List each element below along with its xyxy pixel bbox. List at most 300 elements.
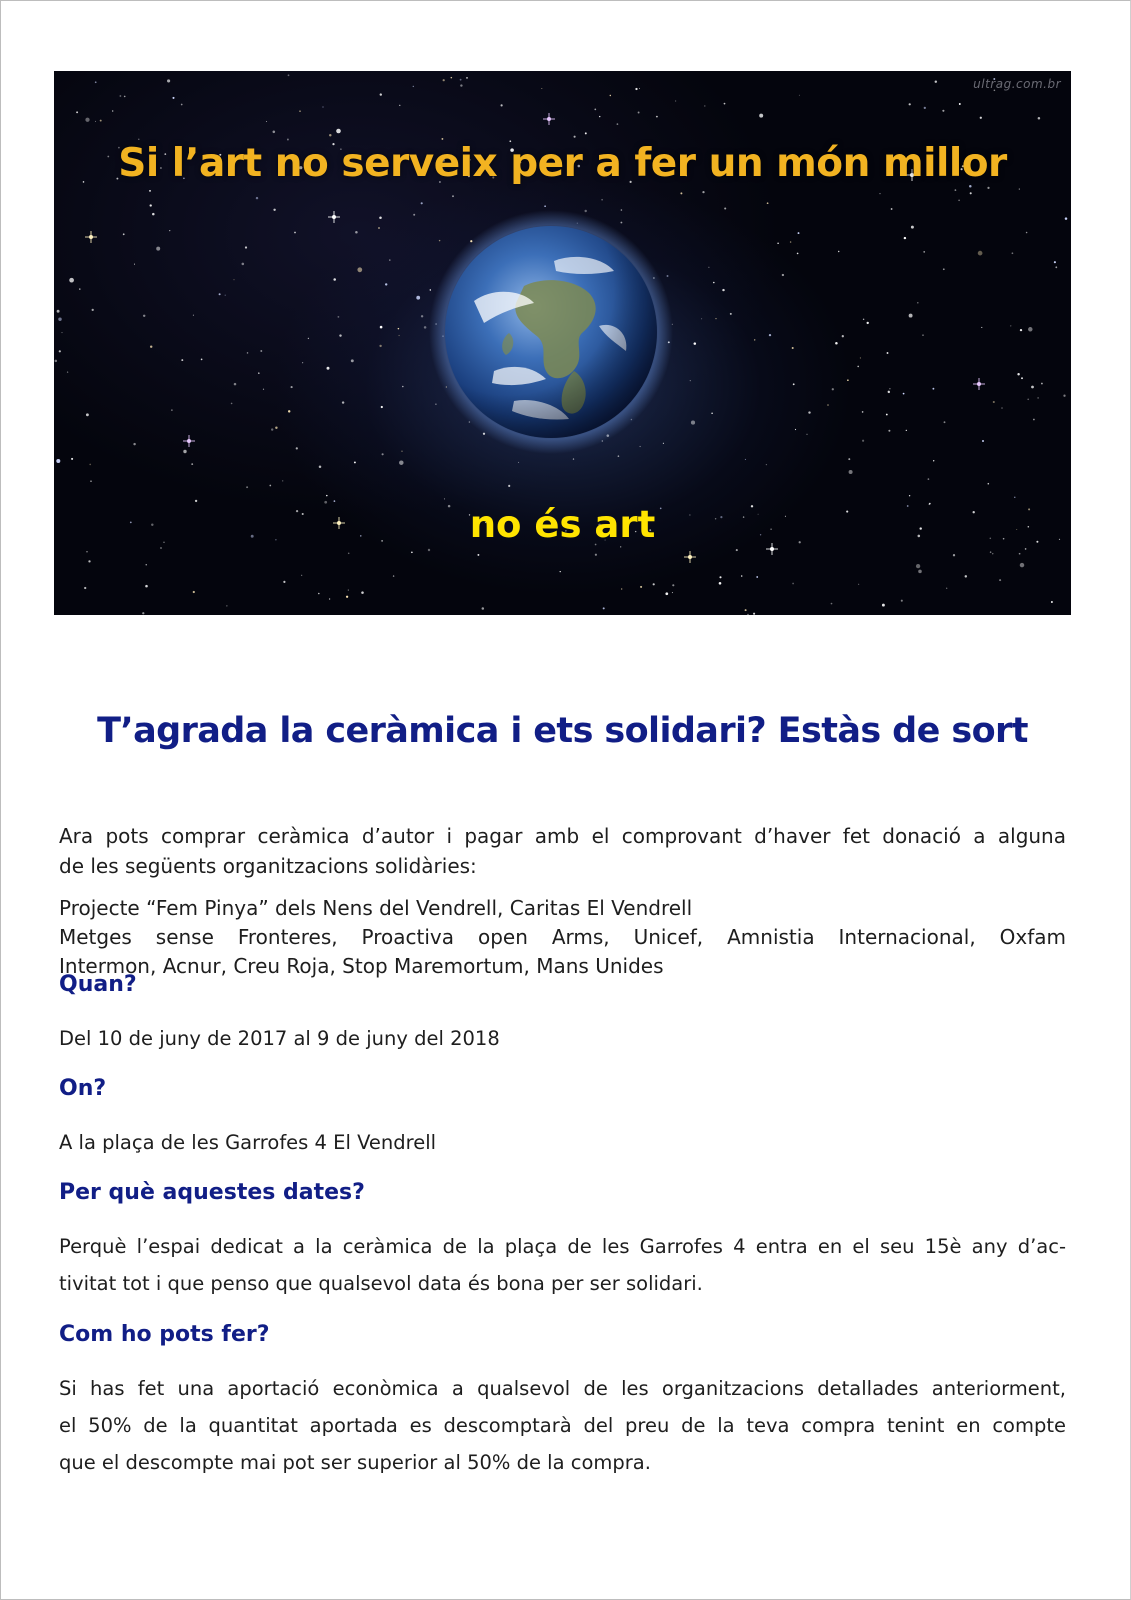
star xyxy=(1012,252,1014,254)
star xyxy=(708,267,709,268)
star xyxy=(620,222,622,224)
star xyxy=(1027,398,1029,400)
star xyxy=(711,413,713,415)
star xyxy=(351,359,354,362)
star xyxy=(263,389,264,390)
star xyxy=(348,590,349,591)
sparkle-star-core xyxy=(688,555,692,559)
star xyxy=(1020,563,1024,567)
star xyxy=(318,593,320,595)
star xyxy=(1051,601,1053,603)
star xyxy=(354,461,356,463)
star xyxy=(283,581,285,583)
star xyxy=(195,500,197,502)
star xyxy=(326,495,327,496)
star xyxy=(84,587,86,589)
star xyxy=(909,495,910,496)
star xyxy=(638,112,640,114)
star xyxy=(747,614,749,615)
star xyxy=(909,103,911,105)
how-heading: Com ho pots fer? xyxy=(59,1322,270,1347)
star xyxy=(867,322,869,324)
star xyxy=(86,551,87,552)
star xyxy=(753,613,755,615)
star xyxy=(965,575,967,577)
sparkle-star-core xyxy=(89,235,93,239)
star xyxy=(891,208,893,210)
star xyxy=(715,318,716,319)
star xyxy=(953,554,955,556)
star xyxy=(955,189,957,191)
star xyxy=(89,464,91,466)
star xyxy=(621,588,622,589)
star xyxy=(133,443,135,445)
star xyxy=(599,116,600,117)
why-body xyxy=(59,1228,1066,1302)
star xyxy=(219,293,221,295)
star xyxy=(273,131,276,134)
star xyxy=(719,582,722,585)
star xyxy=(857,366,859,368)
star xyxy=(935,80,937,82)
star xyxy=(745,609,747,611)
star xyxy=(675,101,676,102)
star xyxy=(88,560,90,562)
star xyxy=(1031,386,1034,389)
star xyxy=(1038,117,1041,120)
star xyxy=(57,310,60,313)
star xyxy=(574,136,576,138)
why-heading: Per què aquestes dates? xyxy=(59,1180,365,1205)
star xyxy=(380,326,383,329)
star xyxy=(145,585,148,588)
star xyxy=(1017,373,1019,375)
star xyxy=(378,227,380,229)
star xyxy=(336,129,341,134)
star xyxy=(398,328,400,330)
star xyxy=(357,267,362,272)
star xyxy=(76,111,78,113)
star xyxy=(302,362,303,363)
star xyxy=(123,233,125,235)
star xyxy=(999,579,1001,581)
star xyxy=(379,216,382,219)
star xyxy=(573,458,574,459)
star xyxy=(150,204,152,206)
star xyxy=(466,77,468,79)
star xyxy=(193,315,194,316)
star xyxy=(797,253,799,255)
star xyxy=(439,240,440,241)
star xyxy=(759,114,763,118)
star xyxy=(444,498,445,499)
star xyxy=(385,283,387,285)
star xyxy=(863,319,864,320)
star xyxy=(741,575,743,577)
star xyxy=(86,413,89,416)
star xyxy=(832,388,834,390)
star xyxy=(246,486,248,488)
star xyxy=(1037,397,1039,399)
star xyxy=(640,446,641,447)
star xyxy=(138,139,139,140)
star xyxy=(601,199,603,201)
star xyxy=(603,607,605,609)
star xyxy=(61,332,62,333)
star xyxy=(271,428,273,430)
star xyxy=(381,406,383,408)
star xyxy=(903,393,905,395)
star xyxy=(273,209,275,211)
star xyxy=(288,74,290,76)
organizations-line-1: Projecte “Fem Pinya” dels Nens del Vendrell, Caritas El Vendrell xyxy=(59,896,693,920)
star xyxy=(584,210,586,212)
sparkle-star-core xyxy=(547,117,551,121)
star xyxy=(585,132,587,134)
star xyxy=(247,352,249,354)
star xyxy=(793,383,795,385)
star xyxy=(160,547,162,549)
star xyxy=(1026,232,1028,234)
star xyxy=(835,342,838,345)
star xyxy=(667,275,669,277)
star xyxy=(146,564,147,565)
star xyxy=(435,403,437,405)
why-body-line-1: Perquè l’espai dedicat a la ceràmica de la plaça de les Garrofes 4 entra en el seu 15è any d’ac- xyxy=(59,1235,1066,1258)
star xyxy=(441,138,443,140)
star xyxy=(169,230,170,231)
star xyxy=(943,268,945,270)
star xyxy=(992,553,993,554)
star xyxy=(379,345,381,347)
star xyxy=(889,388,890,389)
star xyxy=(319,465,322,468)
star xyxy=(181,104,183,106)
how-body-line-1: Si has fet una aportació econòmica a qualsevol de les organitzacions detallades anteriorment, xyxy=(59,1377,1066,1400)
star xyxy=(690,380,691,381)
star xyxy=(754,339,755,340)
star xyxy=(672,592,673,593)
headline: T’agrada la ceràmica i ets solidari? Estàs de sort xyxy=(97,711,1028,751)
star xyxy=(882,604,885,607)
star xyxy=(301,575,302,576)
organizations-line-2: Metges sense Fronteres, Proactiva open Arms, Unicef, Amnistia Internacional, Oxfam xyxy=(59,925,1066,949)
star xyxy=(1054,261,1056,263)
star xyxy=(879,193,880,194)
star xyxy=(55,360,58,363)
star xyxy=(691,421,695,425)
where-body xyxy=(59,1124,1066,1161)
star xyxy=(719,576,721,578)
star xyxy=(112,110,113,111)
star xyxy=(167,79,170,82)
star xyxy=(226,605,227,606)
star xyxy=(842,335,844,337)
star xyxy=(799,95,800,96)
star xyxy=(544,205,546,207)
star xyxy=(795,429,796,430)
star xyxy=(959,103,961,105)
star xyxy=(831,603,833,605)
star xyxy=(482,607,485,610)
how-body-line-2: el 50% de la quantitat aportada es descomptarà del preu de la teva compra tenint en compte xyxy=(59,1414,1066,1437)
star xyxy=(416,296,420,300)
intro-paragraph xyxy=(59,821,1066,881)
star xyxy=(1014,497,1015,498)
star xyxy=(942,110,944,112)
star xyxy=(134,264,135,265)
star xyxy=(847,379,849,381)
star xyxy=(1019,189,1020,190)
star xyxy=(430,289,431,290)
star xyxy=(95,121,96,122)
sparkle-star-core xyxy=(187,439,191,443)
star xyxy=(724,207,726,209)
star xyxy=(201,359,203,361)
star xyxy=(862,440,864,442)
star xyxy=(904,237,906,239)
star xyxy=(393,575,394,576)
star xyxy=(988,483,990,485)
star xyxy=(299,110,301,112)
star xyxy=(653,583,655,585)
star xyxy=(656,116,658,118)
star xyxy=(296,447,298,449)
star xyxy=(767,202,769,204)
star xyxy=(560,571,561,572)
star xyxy=(946,588,947,589)
star xyxy=(401,451,402,452)
star xyxy=(339,334,341,336)
star xyxy=(987,187,989,189)
star xyxy=(701,318,702,319)
star xyxy=(970,192,972,194)
banner-watermark: ultrag.com.br xyxy=(973,77,1061,91)
star xyxy=(928,478,930,480)
star xyxy=(233,279,234,280)
star xyxy=(848,458,850,460)
sparkle-star-core xyxy=(770,547,774,551)
star xyxy=(888,391,890,393)
star xyxy=(451,77,453,79)
how-body-line-3: que el descompte mai pot ser superior al 50% de la compra. xyxy=(59,1451,651,1474)
star xyxy=(680,192,682,194)
star xyxy=(382,453,384,455)
when-body xyxy=(59,1020,1066,1057)
star xyxy=(766,464,767,465)
star xyxy=(242,263,245,266)
banner-title: Si l’art no serveix per a fer un món millor xyxy=(118,141,1007,186)
star xyxy=(413,214,415,216)
star xyxy=(256,197,258,199)
star xyxy=(508,485,510,487)
star xyxy=(156,247,160,251)
star xyxy=(1019,553,1021,555)
star xyxy=(181,359,183,361)
star xyxy=(736,549,738,551)
star xyxy=(269,485,271,487)
star xyxy=(702,191,704,193)
star xyxy=(978,251,983,256)
star xyxy=(149,190,151,192)
star xyxy=(730,313,732,315)
star xyxy=(756,576,758,578)
star xyxy=(452,195,454,197)
star xyxy=(348,553,350,555)
star xyxy=(639,88,640,89)
star xyxy=(594,109,596,111)
star xyxy=(389,259,390,260)
star xyxy=(294,232,296,234)
star xyxy=(124,96,126,98)
organizations-list xyxy=(59,894,1066,981)
star xyxy=(171,409,172,410)
star xyxy=(1021,377,1023,379)
star xyxy=(518,462,519,463)
star xyxy=(342,401,344,403)
star xyxy=(694,342,697,345)
star xyxy=(1033,419,1035,421)
star xyxy=(143,315,145,317)
star xyxy=(150,345,152,347)
star xyxy=(71,458,73,460)
star xyxy=(993,401,995,403)
how-body xyxy=(59,1370,1066,1481)
star xyxy=(329,134,331,136)
star xyxy=(923,251,925,253)
star xyxy=(916,564,920,568)
star xyxy=(361,591,364,594)
star xyxy=(860,357,861,358)
star xyxy=(275,427,277,429)
star xyxy=(56,459,60,463)
star xyxy=(1055,266,1057,268)
star xyxy=(402,386,404,388)
star xyxy=(932,388,934,390)
star xyxy=(191,463,193,465)
organizations-line-3: Intermon, Acnur, Creu Roja, Stop Maremortum, Mans Unides xyxy=(59,954,664,978)
star xyxy=(501,104,503,106)
star xyxy=(477,554,479,556)
sparkle-star-core xyxy=(332,215,336,219)
when-body-text: Del 10 de juny de 2017 al 9 de juny del 2018 xyxy=(59,1027,500,1050)
star xyxy=(990,551,992,553)
star xyxy=(231,403,233,405)
star xyxy=(322,106,323,107)
star xyxy=(798,232,800,234)
star xyxy=(1041,383,1043,385)
intro-line-1: Ara pots comprar ceràmica d’autor i pagar amb el comprovant d’haver fet donació a alguna xyxy=(59,824,1066,848)
sparkle-star-core xyxy=(977,382,981,386)
star xyxy=(172,97,174,99)
star xyxy=(225,295,226,296)
where-heading: On? xyxy=(59,1076,107,1101)
star xyxy=(413,86,414,87)
star xyxy=(982,440,984,442)
star xyxy=(917,302,919,304)
star xyxy=(901,600,903,602)
space-earth-banner xyxy=(54,71,1071,615)
star xyxy=(333,278,336,281)
star xyxy=(346,596,348,598)
star xyxy=(792,583,794,585)
star xyxy=(327,367,330,370)
star xyxy=(337,316,339,318)
star xyxy=(909,314,913,318)
star xyxy=(1001,407,1003,409)
star xyxy=(79,288,80,289)
star xyxy=(806,434,807,435)
star xyxy=(100,120,102,122)
star xyxy=(790,241,792,243)
star xyxy=(92,309,94,311)
star xyxy=(745,459,746,460)
star xyxy=(665,592,668,595)
star xyxy=(85,118,89,122)
star xyxy=(119,95,121,97)
star xyxy=(621,209,623,211)
star xyxy=(849,470,853,474)
star xyxy=(355,231,358,234)
star xyxy=(258,372,260,374)
star xyxy=(610,95,611,96)
star xyxy=(411,552,413,554)
intro-line-2: de les següents organitzacions solidàries: xyxy=(59,854,477,878)
star xyxy=(838,251,839,252)
star xyxy=(266,121,267,122)
star xyxy=(981,327,982,328)
star xyxy=(1065,217,1068,220)
star xyxy=(245,246,247,248)
star xyxy=(858,584,859,585)
star xyxy=(617,123,619,125)
star xyxy=(958,199,960,201)
star xyxy=(193,591,195,593)
star xyxy=(924,107,926,109)
star xyxy=(69,278,74,283)
star xyxy=(640,586,642,588)
star xyxy=(308,338,309,339)
star xyxy=(1063,395,1065,397)
star xyxy=(95,81,97,83)
star xyxy=(722,289,724,291)
star xyxy=(944,421,946,423)
star xyxy=(704,105,705,106)
star xyxy=(888,430,890,432)
why-body-line-2: tivitat tot i que penso que qualsevol data és bona per ser solidari. xyxy=(59,1272,703,1295)
star xyxy=(58,318,61,321)
star xyxy=(183,450,186,453)
star xyxy=(724,103,726,105)
star xyxy=(260,350,262,352)
star xyxy=(67,371,68,372)
star xyxy=(541,88,542,89)
star xyxy=(90,480,91,481)
star xyxy=(918,570,922,574)
star xyxy=(421,315,423,317)
star xyxy=(933,460,934,461)
star xyxy=(1010,325,1011,326)
star xyxy=(672,584,674,586)
star xyxy=(234,383,237,386)
star xyxy=(862,411,864,413)
star xyxy=(1028,327,1033,332)
star xyxy=(792,347,794,349)
star xyxy=(663,443,664,444)
star xyxy=(1020,329,1022,331)
star xyxy=(443,79,445,81)
star xyxy=(620,546,621,547)
